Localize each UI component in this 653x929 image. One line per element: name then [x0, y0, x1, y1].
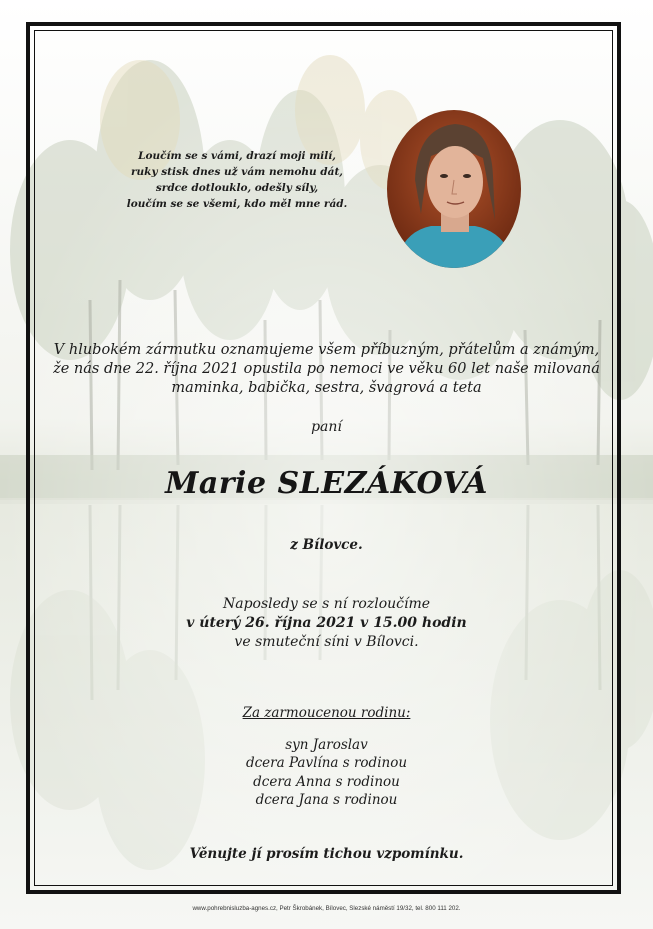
family-member: dcera Anna s rodinou: [253, 773, 400, 790]
family-heading: Za zarmoucenou rodinu:: [242, 705, 411, 721]
deceased-name: Marie SLEZÁKOVÁ: [165, 466, 488, 501]
funeral-intro: Naposledy se s ní rozloučíme: [222, 596, 431, 612]
announcement-line: že nás dne 22. října 2021 opustila po nemoci ve věku 60 let naše milovaná: [53, 361, 600, 377]
honorific: paní: [311, 419, 342, 435]
announcement-line: maminka, babička, sestra, švagrová a teta: [171, 380, 482, 396]
funeral-service-footer: www.pohrebnisluzba-agnes.cz, Petr Škrobánek, Bílovec, Slezské náměstí 19/32, tel. 800 111 202.: [192, 905, 461, 912]
hometown: z Bílovce.: [290, 537, 363, 553]
family-member: dcera Jana s rodinou: [255, 792, 398, 808]
verse-line: Loučím se s vámi, drazí moji milí,: [138, 150, 336, 162]
death-announcement: [40, 341, 613, 398]
verse-line: ruky stisk dnes už vám nemohu dát,: [131, 166, 343, 178]
family-signatures: [40, 704, 613, 810]
closing-request: Věnujte jí prosím tichou vzpomínku.: [189, 846, 464, 862]
deceased-portrait: [387, 110, 521, 268]
verse-line: srdce dotlouklo, odešly síly,: [155, 182, 319, 194]
family-member: dcera Pavlína s rodinou: [245, 755, 408, 771]
verse-line: loučím se se všemi, kdo měl mne rád.: [126, 198, 348, 210]
funeral-details: [40, 595, 613, 652]
announcement-line: V hlubokém zármutku oznamujeme všem příbuzným, přátelům a známým,: [53, 342, 600, 358]
farewell-verse: [118, 148, 356, 212]
funeral-venue: ve smuteční síni v Bílovci.: [234, 634, 419, 650]
family-member: syn Jaroslav: [285, 736, 368, 753]
funeral-date-time: v úterý 26. října 2021 v 15.00 hodin: [186, 615, 467, 631]
